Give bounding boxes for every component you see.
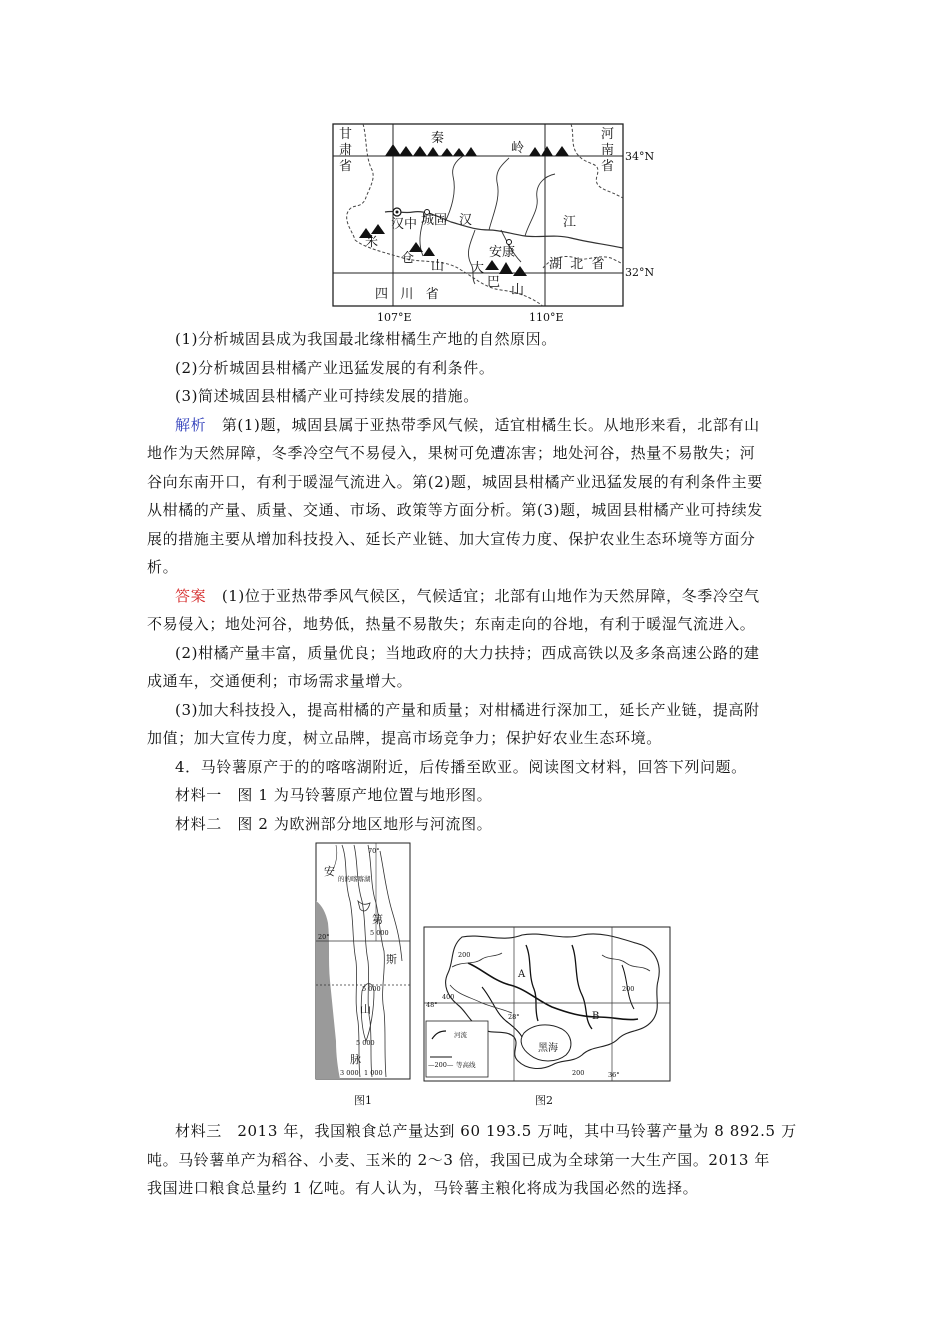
- material-3-line-3: 我国进口粮食总量约 1 亿吨。有人认为，马铃薯主粮化将成为我国必然的选择。: [147, 1179, 699, 1197]
- fig2-label-lon28: 28°: [508, 1013, 520, 1021]
- material-3-line-2: 吨。马铃薯单产为稻谷、小麦、玉米的 2～3 倍，我国已成为全球第一大生产国。2013 年: [147, 1150, 770, 1169]
- material-2: 材料二 图 2 为欧洲部分地区地形与河流图。: [175, 814, 493, 833]
- map-label-han: 汉: [459, 213, 473, 228]
- figure-2-caption: 图2: [535, 1094, 553, 1107]
- map-label-henan-2: 南: [601, 143, 615, 158]
- map-label-henan-3: 省: [601, 159, 615, 174]
- fig2-label-e200c: 200: [572, 1069, 585, 1077]
- fig1-label-an: 安: [324, 865, 335, 878]
- question-4-intro: 4．马铃薯原产于的的喀喀湖附近，后传播至欧亚。阅读图文材料，回答下列问题。: [175, 757, 747, 776]
- map-label-henan-1: 河: [601, 127, 615, 142]
- material-3-line-1: 材料三 2013 年，我国粮食总产量达到 60 193.5 万吨，其中马铃薯产量为 8 892.5 万: [175, 1122, 797, 1140]
- fig1-label-shan: 山: [360, 1003, 371, 1016]
- fig1-label-mai: 脉: [350, 1053, 361, 1066]
- answer-line-5: (3)加大科技投入，提高柑橘的产量和质量；对柑橘进行深加工，延长产业链，提高附: [175, 700, 760, 719]
- map-label-lon110: 110°E: [529, 311, 564, 324]
- map-label-ankang: 安康: [489, 245, 516, 260]
- fig1-label-lat20: 20°: [318, 933, 330, 941]
- map-label-shan2: 山: [511, 283, 525, 298]
- answer-line-3: (2)柑橘产量丰富，质量优良；当地政府的大力扶持；西成高铁以及多条高速公路的建: [175, 643, 760, 662]
- fig2-legend-contour: 等高线: [456, 1061, 476, 1069]
- map-label-shan1: 山: [431, 259, 445, 274]
- fig2-label-lon36: 36°: [608, 1071, 620, 1079]
- map-label-gansu-3: 省: [339, 159, 353, 174]
- map-label-cang: 仓: [401, 251, 415, 266]
- analysis-line-5: 展的措施主要从增加科技投入、延长产业链、加大宣传力度、保护农业生态环境等方面分: [147, 529, 756, 548]
- map-label-ling: 岭: [511, 141, 525, 156]
- map-label-chenggu: 城固: [421, 213, 448, 228]
- map-label-ba: 巴: [487, 275, 501, 290]
- fig1-label-e1000: 1 000: [364, 1069, 383, 1077]
- analysis-line-2: 地作为天然屏障，冬季冷空气不易侵入，果树可免遭冻害；地处河谷，热量不易散失；河: [147, 444, 756, 462]
- question-3-text: [147, 325, 807, 838]
- analysis-line-6: 析。: [147, 558, 179, 576]
- fig1-label-lake: 的的喀喀湖: [338, 875, 371, 883]
- chenggu-map: [325, 118, 665, 328]
- question-1: (1)分析城固县成为我国最北缘柑橘生产地的自然原因。: [175, 330, 557, 348]
- fig1-label-e5000a: 5 000: [370, 929, 389, 937]
- analysis-label: 解析: [175, 415, 207, 434]
- fig1-label-si: 斯: [386, 953, 397, 966]
- fig1-label-e5000c: 5 000: [356, 1039, 375, 1047]
- map-label-da: 大: [471, 261, 485, 276]
- analysis-line-1: 解析 第(1)题，城固县属于亚热带季风气候，适宜柑橘生长。从地形来看，北部有山: [175, 415, 760, 434]
- fig2-legend-river: 河流: [454, 1031, 467, 1039]
- fig2-label-a: A: [518, 969, 526, 980]
- fig2-label-e400: 400: [442, 993, 455, 1001]
- map-label-jiang: 江: [563, 215, 577, 230]
- material-3: [147, 1117, 807, 1203]
- map-label-qin: 秦: [431, 131, 445, 146]
- map-label-gansu-1: 甘: [339, 127, 353, 142]
- answer-line-1: 答案 (1)位于亚热带季风气候区，气候适宜；北部有山地作为天然屏障，冬季冷空气: [175, 586, 760, 605]
- fig2-label-lat48: 48°: [426, 1001, 438, 1009]
- question-2: (2)分析城固县柑橘产业迅猛发展的有利条件。: [175, 358, 495, 377]
- fig2-label-b: B: [592, 1011, 600, 1022]
- fig1-label-di: 第: [372, 913, 383, 926]
- fig1-label-e5000b: 5 000: [362, 985, 381, 993]
- map-label-lon107: 107°E: [377, 311, 412, 324]
- map-label-gansu-2: 肃: [339, 143, 353, 158]
- fig2-label-black-sea: 黑海: [538, 1043, 558, 1054]
- figure-1-caption: 图1: [354, 1094, 372, 1107]
- figure-2-europe-map: [422, 925, 672, 1085]
- answer-line-4: 成通车，交通便利；市场需求量增大。: [147, 672, 413, 690]
- fig1-label-lat70: 70°: [368, 847, 380, 855]
- map-label-lat32: 32°N: [625, 266, 655, 279]
- map-label-mi: 米: [365, 235, 379, 250]
- analysis-line-4: 从柑橘的产量、质量、交通、市场、政策等方面分析。第(3)题，城固县柑橘产业可持续发: [147, 501, 763, 519]
- figure-1-andes-map: [314, 841, 412, 1083]
- analysis-line-3: 谷向东南开口，有利于暖湿气流进入。第(2)题，城固县柑橘产业迅猛发展的有利条件主要: [147, 472, 763, 491]
- map-label-lat34: 34°N: [625, 150, 655, 163]
- material-1: 材料一 图 1 为马铃薯原产地位置与地形图。: [175, 786, 493, 804]
- map-label-sichuan: 四 川 省: [375, 287, 439, 302]
- fig2-label-e200a: 200: [458, 951, 471, 959]
- map-label-hubei: 湖 北 省: [549, 257, 605, 272]
- answer-line-2: 不易侵入；地处河谷，地势低，热量不易散失；东南走向的谷地，有利于暖湿气流进入。: [147, 615, 756, 633]
- map-label-hanzhong: 汉中: [391, 217, 418, 232]
- fig1-label-e3000: 3 000: [340, 1069, 359, 1077]
- fig2-legend-200: —200—: [428, 1061, 454, 1069]
- answer-line-6: 加值；加大宣传力度，树立品牌，提高市场竞争力；保护好农业生态环境。: [147, 729, 662, 747]
- question-3: (3)简述城固县柑橘产业可持续发展的措施。: [175, 387, 479, 405]
- answer-label: 答案: [175, 586, 207, 605]
- fig2-label-e200b: 200: [622, 985, 635, 993]
